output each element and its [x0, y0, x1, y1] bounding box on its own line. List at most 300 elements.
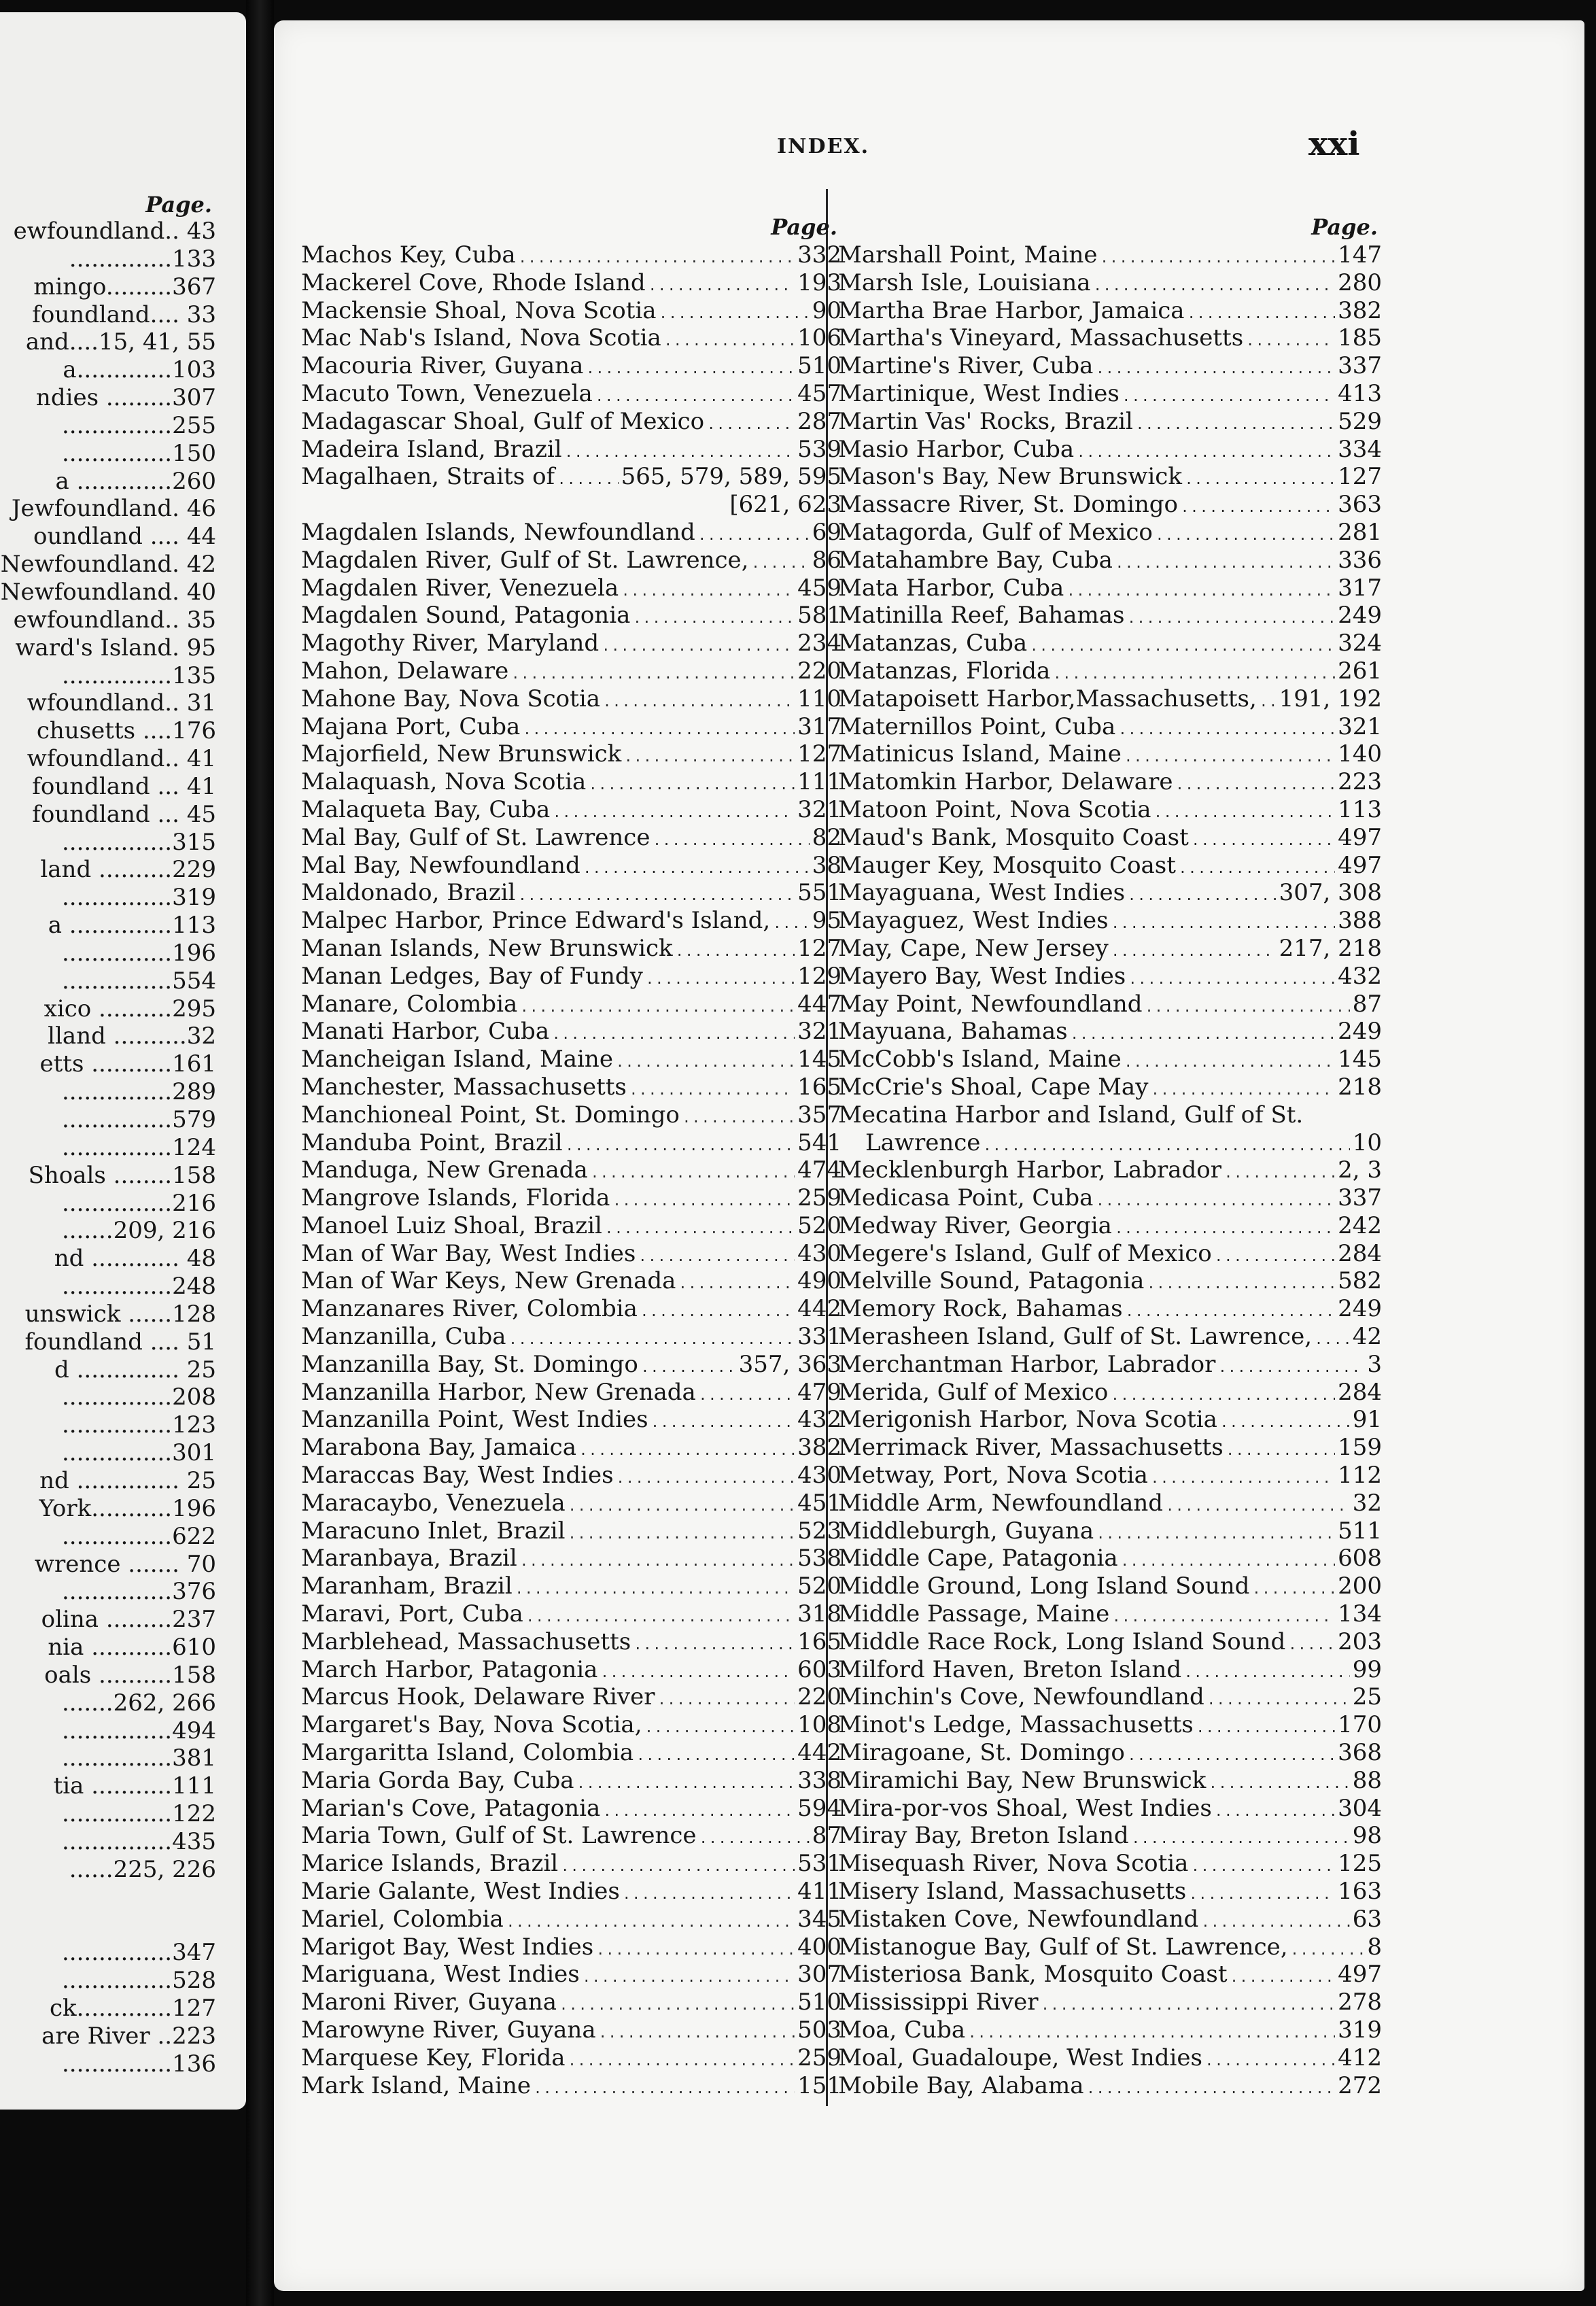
entry-page-numbers: 520 [797, 1211, 842, 1239]
entry-place-name: Mauger Key, Mosquito Coast [838, 851, 1176, 879]
dot-leader [1128, 965, 1335, 991]
dot-leader [1205, 2047, 1335, 2072]
entry-place-name: Mistanogue Bay, Gulf of St. Lawrence, [838, 1933, 1288, 1961]
fragment-line: ewfoundland.. 43 [13, 218, 216, 245]
index-entry [301, 1323, 842, 1351]
fragment-line: chusetts ....176 [36, 717, 216, 745]
entry-place-name: Misequash River, Nova Scotia [838, 1850, 1189, 1878]
entry-place-name: Mira-por-vos Shoal, West Indies [838, 1794, 1212, 1822]
entry-page-numbers: 432 [1338, 962, 1382, 990]
entry-place-name: Mackensie Shoal, Nova Scotia [301, 296, 657, 324]
entry-page-numbers: 112 [1338, 1462, 1382, 1490]
entry-page-numbers: 249 [1338, 1295, 1382, 1323]
entry-page-numbers: 249 [1338, 1018, 1382, 1046]
entry-page-numbers: 32 [1352, 1489, 1382, 1517]
entry-page-numbers: 99 [1352, 1655, 1382, 1683]
entry-page-numbers: 510 [797, 1989, 842, 2016]
entry-page-numbers: 497 [1338, 823, 1382, 851]
fragment-line: nia ...........610 [48, 1634, 216, 1662]
entry-place-name: Marice Islands, Brazil [301, 1850, 559, 1878]
entry-place-name: Malpec Harbor, Prince Edward's Island, [301, 907, 771, 935]
fragment-line: ck.............127 [49, 1995, 216, 2022]
index-entry [838, 436, 1382, 464]
dot-leader [1218, 1354, 1364, 1379]
entry-place-name: Madeira Island, Brazil [301, 435, 562, 463]
index-entry [301, 852, 842, 880]
index-entry [838, 824, 1382, 852]
entry-place-name: Middleburgh, Guyana [838, 1517, 1094, 1545]
dot-leader [1166, 1492, 1350, 1517]
entry-page-numbers: 200 [1338, 1572, 1382, 1600]
fragment-line: ...............381 [61, 1744, 216, 1772]
entry-place-name: Mac Nab's Island, Nova Scotia [301, 324, 661, 352]
dot-leader [646, 965, 795, 991]
dot-leader [520, 1547, 795, 1572]
entry-place-name: Matahambre Bay, Cuba [838, 546, 1113, 574]
dot-leader [617, 1464, 795, 1490]
entry-place-name: Merida, Gulf of Mexico [838, 1378, 1109, 1406]
entry-page-numbers: 321 [797, 795, 842, 823]
entry-place-name: Malaquash, Nova Scotia [301, 768, 587, 796]
entry-place-name: Mangrove Islands, Florida [301, 1184, 610, 1212]
fragment-line [0, 1911, 216, 1939]
entry-page-numbers: 538 [797, 1545, 842, 1572]
entry-place-name: Mal Bay, Gulf of St. Lawrence [301, 823, 650, 851]
index-entry [301, 297, 842, 325]
dot-leader [634, 1631, 795, 1656]
entry-page-numbers: 430 [797, 1462, 842, 1490]
fragment-line: nd .............. 25 [39, 1466, 216, 1494]
dot-leader [1181, 494, 1335, 519]
index-entry [301, 1351, 842, 1379]
entry-place-name: Mahone Bay, Nova Scotia [301, 685, 600, 712]
entry-place-name: Manzanilla Point, West Indies [301, 1406, 648, 1434]
entry-place-name: Miray Bay, Breton Island [838, 1822, 1129, 1850]
fragment-line [0, 1884, 216, 1912]
index-entry [838, 1018, 1382, 1046]
dot-leader [589, 771, 795, 796]
entry-page-numbers: 603 [797, 1655, 842, 1683]
entry-page-numbers: [621, 623 [729, 491, 842, 519]
page-number: xxi [1308, 125, 1360, 163]
index-entry [301, 324, 842, 352]
index-entry [301, 768, 842, 796]
dot-leader [1126, 1298, 1335, 1323]
fragment-line: ndies .........307 [35, 384, 216, 412]
entry-place-name: Melville Sound, Patagonia [838, 1267, 1145, 1295]
index-entry [301, 907, 842, 935]
dot-leader [1132, 1825, 1350, 1850]
index-entry [838, 2044, 1382, 2072]
dot-leader [1189, 1880, 1335, 1906]
entry-place-name: Malaqueta Bay, Cuba [301, 795, 551, 823]
index-entry [301, 352, 842, 380]
index-entry [301, 1490, 842, 1517]
entry-place-name: Merasheen Island, Gulf of St. Lawrence, [838, 1323, 1312, 1351]
entry-page-numbers: 382 [1338, 296, 1382, 324]
entry-page-numbers: 95 [812, 907, 842, 935]
index-entry [301, 1767, 842, 1795]
fragment-line: York...........196 [39, 1494, 216, 1522]
index-entry [838, 1795, 1382, 1823]
entry-page-numbers: 129 [797, 962, 842, 990]
fragment-line: ...............248 [61, 1273, 216, 1301]
entry-place-name: Martha Brae Harbor, Jamaica [838, 296, 1185, 324]
index-entry [838, 352, 1382, 380]
entry-place-name: Mayaguana, West Indies [838, 879, 1126, 907]
entry-place-name: Middle Cape, Patagonia [838, 1545, 1118, 1572]
dot-leader [983, 1132, 1349, 1157]
index-entry [838, 1046, 1382, 1073]
dot-leader [1185, 466, 1335, 491]
index-entry [301, 1267, 842, 1295]
entry-place-name: Manan Islands, New Brunswick [301, 934, 673, 962]
fragment-line: oals ..........158 [44, 1661, 216, 1689]
index-entry [301, 1961, 842, 1989]
entry-page-numbers: 608 [1338, 1545, 1382, 1572]
entry-page-numbers: 106 [797, 324, 842, 352]
entry-place-name: Matapoisett Harbor,Massachusetts, [838, 685, 1257, 712]
entry-page-numbers: 321 [1338, 712, 1382, 740]
dot-leader [1156, 521, 1335, 547]
index-entry [301, 991, 842, 1018]
entry-place-name: Memory Rock, Bahamas [838, 1295, 1123, 1323]
dot-leader [511, 660, 795, 685]
entry-place-name: Moal, Guadaloupe, West Indies [838, 2044, 1202, 2071]
entry-place-name: Magdalen River, Venezuela [301, 574, 619, 602]
dot-leader [1192, 827, 1335, 852]
entry-page-numbers: 459 [797, 574, 842, 602]
entry-page-numbers: 86 [812, 546, 842, 574]
entry-page-numbers: 281 [1338, 518, 1382, 546]
entry-page-numbers: 318 [797, 1600, 842, 1628]
dot-leader [1096, 355, 1335, 380]
dot-leader [612, 1187, 795, 1212]
index-entry [301, 2072, 842, 2100]
entry-place-name: Mason's Bay, New Brunswick [838, 463, 1182, 491]
entry-place-name: Masio Harbor, Cuba [838, 435, 1075, 463]
index-entry [838, 324, 1382, 352]
entry-page-numbers: 307 [797, 1961, 842, 1989]
entry-place-name: Martine's River, Cuba [838, 352, 1094, 380]
index-entry [838, 1295, 1382, 1323]
index-entry [301, 1933, 842, 1961]
index-entry [301, 547, 842, 574]
entry-page-numbers: 10 [1352, 1129, 1382, 1156]
entry-page-numbers: 8 [1367, 1933, 1382, 1961]
dot-leader [638, 1243, 795, 1268]
entry-page-numbers: 165 [797, 1073, 842, 1101]
dot-leader [651, 1409, 795, 1434]
entry-place-name: Marian's Cove, Patagonia [301, 1794, 601, 1822]
book-gutter [246, 0, 274, 2306]
entry-page-numbers: 127 [1338, 463, 1382, 491]
dot-leader [1179, 855, 1335, 880]
dot-leader [1053, 660, 1335, 685]
fragment-line: a .............260 [55, 467, 216, 495]
fragment-line: ..............133 [69, 245, 216, 273]
dot-leader [552, 1020, 795, 1046]
entry-page-numbers: 565, 579, 589, 595 [621, 463, 842, 491]
entry-place-name: Manati Harbor, Cuba [301, 1018, 550, 1046]
index-entry [301, 463, 842, 491]
entry-page-numbers: 42 [1352, 1323, 1382, 1351]
index-entry [838, 547, 1382, 574]
index-entry [301, 408, 842, 436]
entry-page-numbers: 337 [1338, 352, 1382, 380]
entry-page-numbers: 147 [1338, 241, 1382, 269]
index-entry [301, 1018, 842, 1046]
fragment-line: etts ...........161 [39, 1050, 216, 1078]
entry-page-numbers: 220 [797, 657, 842, 685]
dot-leader [526, 1603, 795, 1628]
entry-place-name: Mayuana, Bahamas [838, 1018, 1068, 1046]
dot-leader [583, 1963, 795, 1989]
dot-leader [520, 993, 795, 1018]
entry-page-numbers: 338 [797, 1766, 842, 1794]
entry-place-name: Misery Island, Massachusetts [838, 1878, 1187, 1906]
entry-place-name: Maraccas Bay, West Indies [301, 1462, 614, 1490]
fragment-line: oundland .... 44 [33, 523, 216, 551]
entry-place-name: Miramichi Bay, New Brunswick [838, 1766, 1207, 1794]
dot-leader [621, 577, 795, 602]
dot-leader [648, 272, 795, 297]
fragment-line: are River ..223 [41, 2022, 216, 2050]
fragment-line: Newfoundland. 42 [0, 551, 216, 579]
dot-leader [751, 549, 809, 574]
entry-place-name: Manoel Luiz Shoal, Brazil [301, 1211, 602, 1239]
dot-leader [1315, 1326, 1350, 1351]
previous-page-fragment [0, 12, 246, 2110]
entry-page-numbers: 317 [797, 712, 842, 740]
fragment-line: d .............. 25 [54, 1356, 216, 1383]
entry-place-name: Margaritta Island, Colombia [301, 1739, 634, 1767]
entry-place-name: Macuto Town, Venezuela [301, 379, 593, 407]
index-entry [301, 241, 842, 269]
index-entry [838, 2072, 1382, 2100]
index-entry [301, 1212, 842, 1240]
dot-leader [1209, 1770, 1349, 1795]
index-entry [301, 380, 842, 408]
index-entry [838, 602, 1382, 630]
dot-leader [623, 1880, 795, 1906]
dot-leader [1288, 1631, 1335, 1656]
fragment-line: foundland ... 45 [32, 800, 216, 828]
entry-page-numbers: 510 [797, 352, 842, 380]
dot-leader [1127, 604, 1335, 630]
fragment-line: ...............122 [61, 1800, 216, 1828]
entry-place-name: Manan Ledges, Bay of Fundy [301, 962, 643, 990]
entry-page-numbers: 249 [1338, 602, 1382, 630]
index-entry [301, 1406, 842, 1434]
entry-page-numbers: 582 [1338, 1267, 1382, 1295]
entry-page-numbers: 185 [1338, 324, 1382, 352]
index-entry [838, 1739, 1382, 1767]
dot-leader [568, 2047, 795, 2072]
entry-place-name: Mobile Bay, Alabama [838, 2071, 1084, 2099]
dot-leader [1246, 327, 1335, 352]
dot-leader [773, 910, 810, 935]
entry-place-name: Mal Bay, Newfoundland [301, 851, 580, 879]
fragment-line: .......209, 216 [61, 1217, 216, 1245]
fragment-line: ...............554 [61, 967, 216, 995]
entry-page-numbers: 307, 308 [1279, 879, 1382, 907]
fragment-line: tia ...........111 [53, 1772, 216, 1800]
dot-leader [559, 1991, 795, 2016]
dot-leader [641, 1354, 736, 1379]
index-entry [838, 1656, 1382, 1684]
index-entry [301, 1240, 842, 1268]
index-entry [301, 1462, 842, 1490]
entry-page-numbers: 3 [1367, 1350, 1382, 1378]
dot-leader [1112, 1603, 1335, 1628]
fragment-line: ...............196 [61, 939, 216, 967]
index-entry [838, 685, 1382, 713]
index-entry [301, 1711, 842, 1739]
entry-page-numbers: 38 [812, 851, 842, 879]
entry-place-name: Merrimack River, Massachusetts [838, 1434, 1224, 1462]
dot-leader [595, 383, 795, 408]
dot-leader [566, 1132, 795, 1157]
entry-page-numbers: 134 [1338, 1600, 1382, 1628]
index-entry [838, 1906, 1382, 1933]
fragment-line: Shoals ........158 [28, 1161, 216, 1189]
entry-place-name: Mississippi River [838, 1989, 1039, 2016]
dot-leader [565, 438, 795, 464]
dot-leader [1191, 1853, 1335, 1878]
index-entry [838, 1184, 1382, 1212]
running-title: INDEX. [777, 135, 870, 158]
entry-place-name: Manare, Colombia [301, 990, 518, 1018]
index-entry [301, 824, 842, 852]
entry-page-numbers: 368 [1338, 1739, 1382, 1767]
fragment-line: ...............435 [61, 1827, 216, 1855]
entry-place-name: Madagascar Shoal, Gulf of Mexico [301, 407, 705, 435]
entry-page-numbers: 261 [1338, 657, 1382, 685]
entry-place-name: Manzanilla, Cuba [301, 1323, 506, 1351]
dot-leader [1124, 743, 1335, 768]
entry-page-numbers: 451 [797, 1489, 842, 1517]
fragment-line: ...............622 [61, 1522, 216, 1550]
dot-leader [1187, 300, 1336, 325]
index-entry [301, 1683, 842, 1711]
dot-leader [1096, 1187, 1335, 1212]
index-column-left [301, 213, 842, 2099]
index-entry [301, 1878, 842, 1906]
index-entry [301, 1628, 842, 1656]
index-entry [301, 963, 842, 991]
dot-leader [1215, 1243, 1335, 1268]
entry-place-name: Maravi, Port, Cuba [301, 1600, 523, 1628]
entry-place-name: Magothy River, Maryland [301, 630, 600, 657]
index-entry [838, 1517, 1382, 1545]
entry-page-numbers: 223 [1338, 768, 1382, 796]
entry-page-numbers: 411 [797, 1878, 842, 1906]
entry-page-numbers: 98 [1352, 1822, 1382, 1850]
entry-place-name: Merchantman Harbor, Labrador [838, 1350, 1216, 1378]
entry-page-numbers: 551 [797, 879, 842, 907]
dot-leader [1207, 1686, 1350, 1711]
index-entry [838, 1683, 1382, 1711]
fragment-line: ...............528 [61, 1967, 216, 1995]
entry-place-name: Metway, Port, Nova Scotia [838, 1462, 1148, 1490]
entry-place-name: Marcus Hook, Delaware River [301, 1683, 655, 1711]
entry-place-name: Matinilla Reef, Bahamas [838, 602, 1125, 630]
entry-place-name: Mariel, Colombia [301, 1905, 504, 1933]
entry-place-name: Marblehead, Massachusetts [301, 1628, 631, 1655]
index-entry [838, 297, 1382, 325]
index-entry [838, 241, 1382, 269]
entry-page-numbers: 497 [1338, 851, 1382, 879]
page-column-heading: Page. [145, 192, 212, 218]
index-entry [301, 1379, 842, 1407]
entry-place-name: Mahon, Delaware [301, 657, 509, 685]
dot-leader [1215, 1797, 1335, 1823]
index-entry [838, 879, 1382, 907]
dot-leader [561, 1853, 795, 1878]
fragment-line: ...............150 [61, 439, 216, 467]
entry-page-numbers: 503 [797, 2016, 842, 2044]
fragment-line: unswick ......128 [24, 1300, 216, 1328]
index-entry [838, 1822, 1382, 1850]
entry-place-name: Martin Vas' Rocks, Brazil [838, 407, 1133, 435]
fragment-line: ......225, 226 [69, 1855, 216, 1883]
entry-page-numbers: 363 [1338, 491, 1382, 519]
entry-page-numbers: 304 [1338, 1794, 1382, 1822]
entry-page-numbers: 259 [797, 1184, 842, 1212]
entry-page-numbers: 457 [797, 379, 842, 407]
entry-place-name: Minot's Ledge, Massachusetts [838, 1711, 1194, 1739]
index-entry [838, 1323, 1382, 1351]
dot-leader [653, 827, 809, 852]
index-entry [301, 2016, 842, 2044]
entry-place-name: Manzanilla Bay, St. Domingo [301, 1350, 638, 1378]
entry-place-name: Mackerel Cove, Rhode Island [301, 269, 646, 296]
entry-place-name: Maracaybo, Venezuela [301, 1489, 566, 1517]
index-entry [838, 1628, 1382, 1656]
dot-leader [523, 716, 795, 741]
index-entry [838, 1490, 1382, 1517]
entry-page-numbers: 280 [1338, 269, 1382, 296]
entry-page-numbers: 287 [797, 407, 842, 435]
fragment-line: wrence ....... 70 [34, 1550, 216, 1578]
entry-page-numbers: 113 [1338, 795, 1382, 823]
entry-place-name: Mistaken Cove, Newfoundland [838, 1905, 1199, 1933]
entry-page-numbers: 332 [797, 241, 842, 269]
entry-page-numbers: 442 [797, 1739, 842, 1767]
fragment-line: ward's Island. 95 [15, 634, 216, 661]
index-entry [838, 1240, 1382, 1268]
entry-place-name: Matomkin Harbor, Delaware [838, 768, 1173, 796]
dot-leader [599, 2019, 795, 2044]
entry-place-name: Margaret's Bay, Nova Scotia, [301, 1711, 642, 1739]
index-entry [838, 408, 1382, 436]
fragment-line: lland ..........32 [48, 1022, 216, 1050]
index-entry [301, 1156, 842, 1184]
index-entry [301, 1600, 842, 1628]
fragment-line: foundland .... 51 [24, 1328, 216, 1356]
entry-page-numbers: 165 [797, 1628, 842, 1655]
entry-place-name: Majana Port, Cuba [301, 712, 521, 740]
entry-page-numbers: 430 [797, 1239, 842, 1267]
dot-leader [577, 1770, 795, 1795]
entry-page-numbers: 284 [1338, 1378, 1382, 1406]
entry-place-name: Mancheigan Island, Maine [301, 1046, 613, 1073]
index-entry [838, 2016, 1382, 2044]
dot-leader [1041, 1991, 1336, 2016]
entry-page-numbers: 412 [1338, 2044, 1382, 2071]
dot-leader [1145, 993, 1350, 1018]
